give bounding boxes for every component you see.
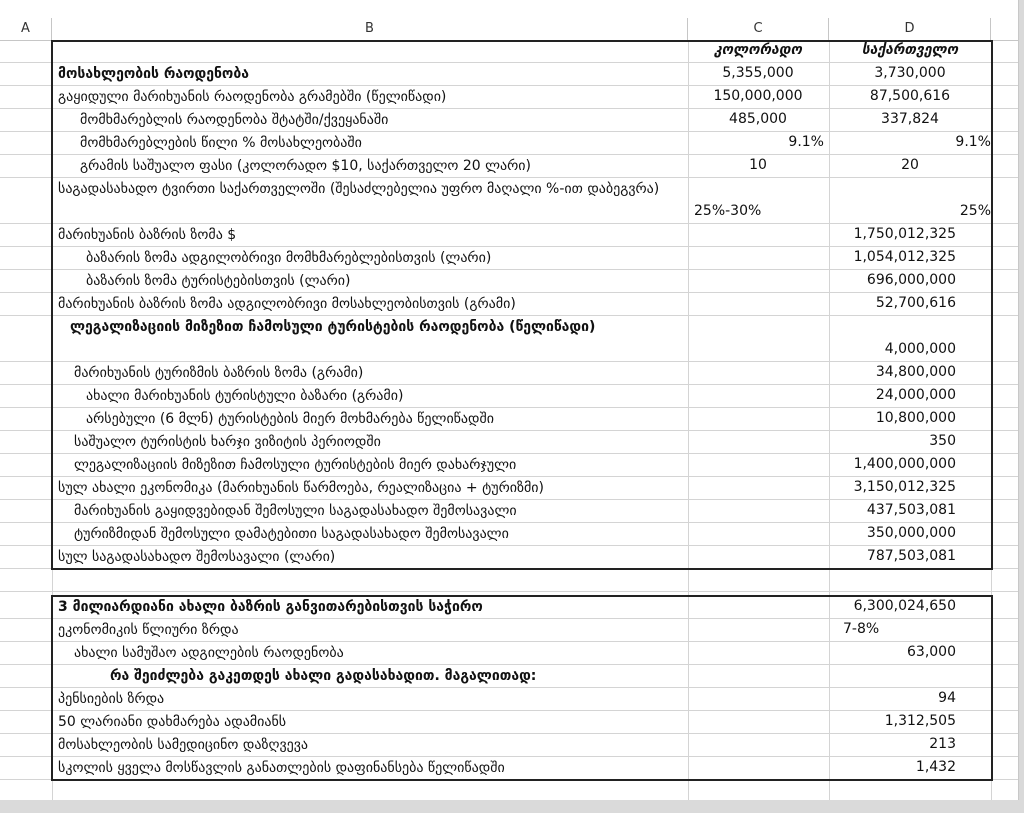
- value: 1,054,012,325: [853, 249, 956, 265]
- value: 213: [929, 736, 956, 752]
- cell-d[interactable]: [829, 131, 991, 154]
- cell-c[interactable]: [688, 618, 828, 641]
- value: 696,000,000: [866, 272, 956, 288]
- cell-b[interactable]: პენსიების ზრდა: [58, 691, 165, 707]
- value: 94: [938, 690, 956, 706]
- value: 5,355,000: [722, 65, 794, 81]
- value: 24,000,000: [875, 387, 956, 403]
- cell-c[interactable]: [688, 223, 828, 246]
- cell-c[interactable]: [688, 154, 828, 177]
- cell-c[interactable]: [688, 269, 828, 292]
- value: 3,730,000: [874, 65, 946, 81]
- cell-d[interactable]: [829, 595, 991, 618]
- cell-b[interactable]: მოსახლეობის რაოდენობა: [58, 66, 249, 82]
- cell-b[interactable]: რა შეიძლება გაკეთდეს ახალი გადასახადით. მაგალითად:: [110, 668, 537, 684]
- cell-d[interactable]: [829, 407, 991, 430]
- table-row: [0, 86, 1018, 109]
- cell-b[interactable]: გრამის საშუალო ფასი (კოლორადო $10, საქართველო 20 ლარი): [80, 158, 531, 174]
- cell-c[interactable]: [688, 200, 828, 223]
- cell-d[interactable]: [829, 618, 991, 641]
- table-row: [0, 642, 1018, 665]
- cell-c[interactable]: [688, 292, 828, 315]
- value: 87,500,616: [869, 88, 951, 104]
- cell-c[interactable]: [688, 499, 828, 522]
- value: 25%: [959, 203, 991, 219]
- cell-d[interactable]: [829, 476, 991, 499]
- value: 1,312,505: [884, 713, 956, 729]
- cell-c[interactable]: [688, 361, 828, 384]
- cell-c[interactable]: [688, 453, 828, 476]
- cell-b[interactable]: ბაზარის ზომა ტურისტებისთვის (ლარი): [86, 273, 351, 289]
- cell-c[interactable]: [688, 39, 828, 62]
- cell-d[interactable]: [829, 292, 991, 315]
- cell-b[interactable]: მოსახლეობის სამედიცინო დაზღვევა: [58, 737, 309, 753]
- column-header-b[interactable]: B: [52, 18, 688, 40]
- table-row: [0, 431, 1018, 454]
- cell-d[interactable]: [829, 246, 991, 269]
- cell-b[interactable]: სკოლის ყველა მოსწავლის განათლების დაფინანსება წელიწადში: [58, 760, 505, 776]
- header-georgia: საქართველო: [861, 42, 959, 58]
- value: 350,000,000: [866, 525, 956, 541]
- value: 10: [749, 157, 767, 173]
- table-row: [0, 500, 1018, 523]
- cell-b[interactable]: საგადასახადო ტვირთი საქართველოში (შესაძლებელია უფრო მაღალი %-ით დაბეგვრა): [58, 181, 660, 197]
- cell-c[interactable]: [688, 85, 828, 108]
- cell-b[interactable]: მარიხუანის ტურიზმის ბაზრის ზომა (გრამი): [74, 365, 364, 381]
- cell-b[interactable]: მომხმარებლების წილი % მოსახლეობაში: [80, 135, 362, 151]
- cell-d[interactable]: [829, 499, 991, 522]
- value: 63,000: [907, 644, 956, 660]
- value: 9.1%: [955, 134, 991, 150]
- cell-b[interactable]: 3 მილიარდიანი ახალი ბაზრის განვითარებისთვის საჭირო: [58, 599, 483, 615]
- value: 787,503,081: [866, 548, 956, 564]
- table-row: [0, 224, 1018, 247]
- table-row: [0, 270, 1018, 293]
- cell-c[interactable]: [688, 430, 828, 453]
- cell-b[interactable]: ეკონომიკის წლიური ზრდა: [58, 622, 239, 638]
- cell-b[interactable]: ტურიზმიდან შემოსული დამატებითი საგადასახადო შემოსავალი: [74, 526, 509, 542]
- cell-c[interactable]: [688, 710, 828, 733]
- cell-b[interactable]: არსებული (6 მლნ) ტურისტების მიერ მოხმარება წელიწადში: [86, 411, 494, 427]
- cell-b[interactable]: ახალი მარიხუანის ტურისტული ბაზარი (გრამი): [86, 388, 404, 404]
- column-header-c[interactable]: C: [688, 18, 829, 40]
- table-row: [0, 523, 1018, 546]
- cell-b[interactable]: ბაზარის ზომა ადგილობრივი მომხმარებლებისთვის (ლარი): [86, 250, 492, 266]
- cell-d[interactable]: [829, 269, 991, 292]
- header-colorado: კოლორადო: [714, 42, 802, 58]
- value: 7-8%: [843, 621, 880, 637]
- empty-row: [0, 569, 1018, 592]
- window-bottom-bar: [0, 800, 1024, 813]
- cell-b[interactable]: მომხმარებლის რაოდენობა შტატში/ქვეყანაში: [80, 112, 389, 128]
- cell-c[interactable]: [688, 476, 828, 499]
- cell-c[interactable]: [688, 595, 828, 618]
- cell-b[interactable]: ლეგალიზაციის მიზეზით ჩამოსული ტურისტების რაოდენობა (წელიწადი): [70, 319, 596, 335]
- table-row: [0, 293, 1018, 316]
- cell-d[interactable]: [829, 154, 991, 177]
- value: 150,000,000: [713, 88, 803, 104]
- cell-c[interactable]: [688, 522, 828, 545]
- cell-d[interactable]: [829, 664, 991, 687]
- cell-d[interactable]: [829, 641, 991, 664]
- table-row: [0, 665, 1018, 688]
- cell-c[interactable]: [688, 545, 828, 568]
- cell-d[interactable]: [829, 361, 991, 384]
- value: 6,300,024,650: [853, 598, 956, 614]
- cell-c[interactable]: [688, 407, 828, 430]
- table-row: [0, 454, 1018, 477]
- cell-c[interactable]: [688, 641, 828, 664]
- table-row: [0, 132, 1018, 155]
- value: 1,750,012,325: [853, 226, 956, 242]
- value: 9.1%: [788, 134, 824, 150]
- cell-b[interactable]: მარიხუანის გაყიდვებიდან შემოსული საგადასახადო შემოსავალი: [74, 503, 517, 519]
- value: 485,000: [729, 111, 787, 127]
- value: 1,432: [915, 759, 956, 775]
- table-row: [0, 155, 1018, 178]
- table-row: [0, 109, 1018, 132]
- value: 350: [929, 433, 956, 449]
- value: 1,400,000,000: [853, 456, 956, 472]
- cell-c[interactable]: [688, 384, 828, 407]
- column-header-a[interactable]: A: [0, 18, 52, 40]
- cell-b[interactable]: 50 ლარიანი დახმარება ადამიანს: [58, 714, 287, 730]
- cell-d[interactable]: [829, 430, 991, 453]
- cell-b[interactable]: ლეგალიზაციის მიზეზით ჩამოსული ტურისტების მიერ დახარჯული: [74, 457, 517, 473]
- table-row: [0, 688, 1018, 711]
- value: 20: [901, 157, 919, 173]
- table-row: [0, 546, 1018, 569]
- cell-d[interactable]: [829, 710, 991, 733]
- value: [956, 667, 991, 683]
- cell-c[interactable]: [688, 338, 828, 361]
- column-header-bar: [0, 18, 1018, 41]
- table-row: [0, 316, 1018, 362]
- cell-b[interactable]: [56, 569, 686, 591]
- table-row: [0, 619, 1018, 642]
- value: 3,150,012,325: [853, 479, 956, 495]
- cell-d[interactable]: [829, 85, 991, 108]
- cell-b[interactable]: სულ საგადასახადო შემოსავალი (ლარი): [58, 549, 336, 565]
- cell-d[interactable]: [829, 200, 991, 223]
- value: 10,800,000: [875, 410, 956, 426]
- table-row: [0, 711, 1018, 734]
- cell-c[interactable]: [688, 131, 828, 154]
- cell-c[interactable]: [688, 664, 828, 687]
- table-row: [0, 757, 1018, 780]
- cell-c[interactable]: [688, 246, 828, 269]
- cell-b[interactable]: სულ ახალი ეკონომიკა (მარიხუანის წარმოება, რეალიზაცია + ტურიზმი): [58, 480, 544, 496]
- cell-d[interactable]: [829, 108, 991, 131]
- cell-d[interactable]: [829, 687, 991, 710]
- value: 4,000,000: [884, 341, 956, 357]
- cell-d[interactable]: [829, 384, 991, 407]
- cell-d[interactable]: [829, 62, 991, 85]
- column-header-d[interactable]: D: [829, 18, 991, 40]
- value: 34,800,000: [875, 364, 956, 380]
- value: 437,503,081: [866, 502, 956, 518]
- table-row: [0, 385, 1018, 408]
- cell-d[interactable]: [829, 733, 991, 756]
- table-row: [0, 63, 1018, 86]
- cell-b[interactable]: მარიხუანის ბაზრის ზომა ადგილობრივი მოსახლეობისთვის (გრამი): [58, 296, 516, 312]
- cell-d[interactable]: [829, 338, 991, 361]
- value: 337,824: [881, 111, 939, 127]
- cell-b[interactable]: მარიხუანის ბაზრის ზომა $: [58, 227, 237, 243]
- cell-c[interactable]: [688, 62, 828, 85]
- cell-d[interactable]: [829, 223, 991, 246]
- value: 25%-30%: [694, 203, 762, 219]
- cell-c[interactable]: [688, 733, 828, 756]
- cell-b[interactable]: ახალი სამუშაო ადგილების რაოდენობა: [74, 645, 344, 661]
- value: 52,700,616: [875, 295, 956, 311]
- cell-d[interactable]: [829, 756, 991, 779]
- table-row: [0, 477, 1018, 500]
- table-row: [0, 247, 1018, 270]
- cell-d[interactable]: [829, 453, 991, 476]
- cell-d[interactable]: [829, 522, 991, 545]
- table-row: [0, 362, 1018, 385]
- table-row: [0, 408, 1018, 431]
- cell-b[interactable]: საშუალო ტურისტის ხარჯი ვიზიტის პერიოდში: [74, 434, 381, 450]
- cell-c[interactable]: [688, 108, 828, 131]
- table-row: [0, 734, 1018, 757]
- cell-d[interactable]: [829, 545, 991, 568]
- cell-c[interactable]: [688, 756, 828, 779]
- cell-d[interactable]: [829, 39, 991, 62]
- cell-b[interactable]: გაყიდული მარიხუანის რაოდენობა გრამებში (წელიწადი): [58, 89, 447, 105]
- table-row: [0, 596, 1018, 619]
- cell-c[interactable]: [688, 687, 828, 710]
- table-row: [0, 178, 1018, 224]
- header-row: [0, 40, 1018, 63]
